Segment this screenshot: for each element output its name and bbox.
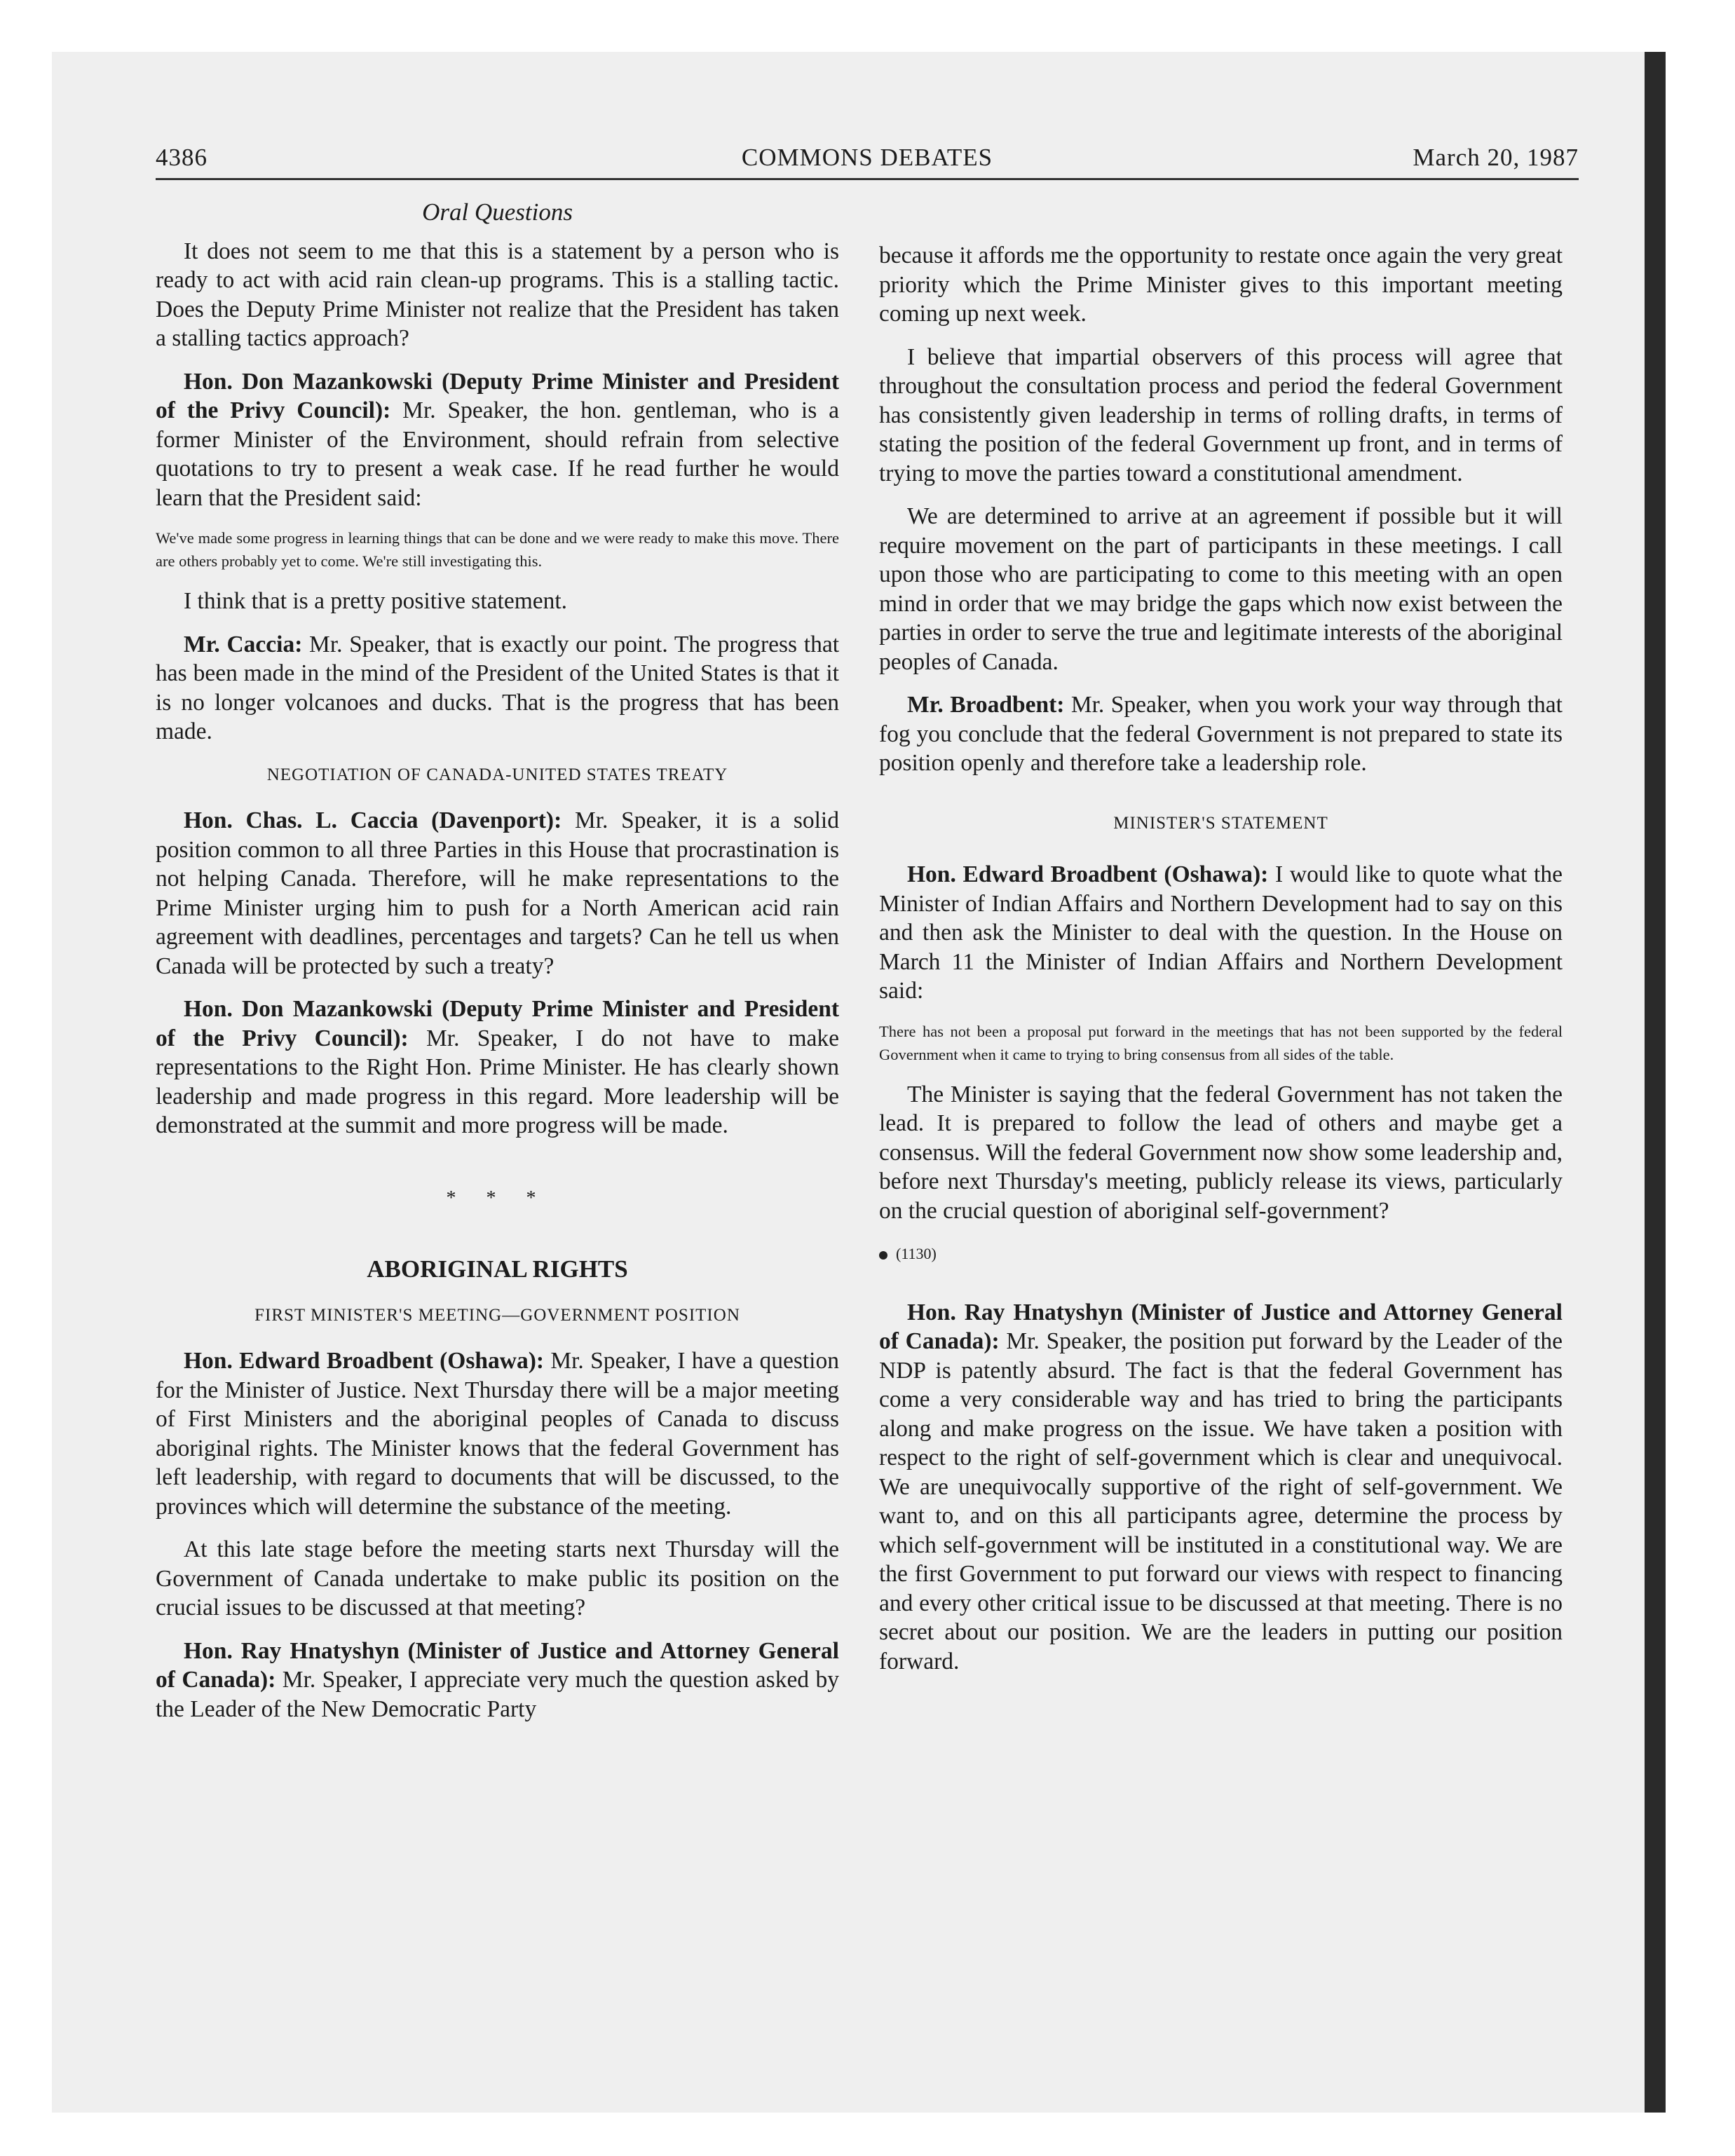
paragraph <box>879 1298 1563 1677</box>
paragraph: The Minister is saying that the federal Government has not taken the lead. It is prepared to follow the lead of others and maybe get a consensus. Will the federal Government now show some leadership and, before next Thursday's meeting, publicly release its views, particularly on the crucial question of aboriginal self-government? <box>879 1081 1563 1224</box>
speaker-name: Hon. Edward Broadbent (Oshawa): <box>184 1348 545 1374</box>
left-column <box>156 198 839 1738</box>
paragraph: It does not seem to me that this is a statement by a person who is ready to act with acid rain clean-up programs. This is a stalling tactic. Does the Deputy Prime Minister not realize that the President has taken a stalling tactics approach? <box>156 238 839 351</box>
page-header <box>156 144 1579 183</box>
speaker-name: Hon. Ray Hnatyshyn (Minister of Justice and Attorney General of Canada): <box>879 1299 1563 1354</box>
speaker-name: Hon. Don Mazankowski (Deputy Prime Minister and President of the Privy Council): <box>156 368 839 423</box>
paragraph: At this late stage before the meeting starts next Thursday will the Government of Canada undertake to make public its position on the crucial issues to be discussed at that meeting? <box>156 1536 839 1621</box>
speech-text: Mr. Speaker, the hon. gentleman, who is a former Minister of the Environment, should refrain from selective quotations to try to present a weak case. If he read further he would learn that the President said: <box>156 397 840 511</box>
paragraph: We are determined to arrive at an agreement if possible but it will require movement on the part of participants in these meetings. I call upon those who are participating to come to this meeting with an open mind in order that we may bridge the gaps which now exist between the parties in order to serve the true and legitimate interests of the aboriginal peoples of Canada. <box>879 503 1563 675</box>
speaker-name: Mr. Caccia: <box>184 631 303 657</box>
speech-text: Mr. Speaker, I have a question for the Minister of Justice. Next Thursday there will be a major meeting of First Ministers and the aboriginal peoples of Canada to discuss aboriginal rights. The Minister knows that the federal Government has left leadership, with regard to documents that will be discussed, to the provinces which will determine the substance of the meeting. <box>156 1348 839 1520</box>
subheading: FIRST MINISTER'S MEETING—GOVERNMENT POSITION <box>254 1305 740 1325</box>
paragraph <box>156 630 839 746</box>
block-quote: There has not been a proposal put forward in the meetings that has not been supported by the federal Government when it came to trying to bring consensus from all sides of the table. <box>879 1022 1563 1063</box>
speech-text: Mr. Speaker, it is a solid position common to all three Parties in this House that procrastination is not helping Canada. Therefore, will he make representations to the Prime Minister urging him to push for a North American acid rain agreement with deadlines, percentages and targets? Can he tell us when Canada will be protected by such a treaty? <box>156 807 839 979</box>
paragraph <box>879 860 1563 1006</box>
block-quote: We've made some progress in learning things that can be done and we were ready to make this move. There are others probably yet to come. We're still investigating this. <box>156 529 839 570</box>
paragraph <box>156 995 839 1140</box>
speech-text: I would like to quote what the Minister of Indian Affairs and Northern Development had to say on this and then ask the Minister to deal with the question. In the House on March 11 the Minister of Indian Affairs and Northern Development said: <box>879 861 1563 1004</box>
speech-text: Mr. Speaker, that is exactly our point. The progress that has been made in the mind of the President of the United States is that it is no longer volcanoes and ducks. That is the progress that has been made. <box>156 631 839 744</box>
speech-text: Mr. Speaker, when you work your way through that fog you conclude that the federal Government is not prepared to state its position openly and therefore take a leadership role. <box>879 692 1563 776</box>
paragraph <box>156 367 839 513</box>
paragraph: because it affords me the opportunity to restate once again the very great priority which the Prime Minister gives to this important meeting coming up next week. <box>879 243 1563 327</box>
publication-title: COMMONS DEBATES <box>741 144 993 171</box>
paragraph <box>156 806 839 981</box>
subheading: NEGOTIATION OF CANADA-UNITED STATES TREATY <box>266 765 728 784</box>
page-number: 4386 <box>156 144 207 171</box>
speaker-name: Mr. Broadbent: <box>907 692 1065 718</box>
subheading: MINISTER'S STATEMENT <box>1113 813 1328 833</box>
paragraph: I believe that impartial observers of this process will agree that throughout the consultation process and period the federal Government has consistently given leadership in terms of rolling drafts, in terms of stating the position of the federal Government up front, and in terms of trying to move the parties toward a constitutional amendment. <box>879 343 1563 486</box>
right-column <box>879 241 1563 1690</box>
paragraph <box>879 690 1563 778</box>
paragraph: I think that is a pretty positive statement. <box>184 588 568 614</box>
paragraph <box>156 1637 839 1724</box>
speech-text: Mr. Speaker, the position put forward by the Leader of the NDP is patently absurd. The fact is that the federal Government has come a very considerable way and has tried to bring the participants along and make progress on the issue. We have taken a position with respect to the right of self-government which is clear and unequivocal. We are unequivocally supportive of the right of self-government. We want to, and on this all participants agree, determine the process by which self-government will be instituted in a constitutional way. We are the first Government to put forward our views with respect to financing and every other critical issue to be discussed at that meeting. There is no secret about our position. We are the leaders in putting our position forward. <box>879 1328 1563 1674</box>
header-rule <box>156 178 1579 180</box>
section-heading: ABORIGINAL RIGHTS <box>367 1255 628 1283</box>
speaker-name: Hon. Edward Broadbent (Oshawa): <box>907 861 1269 887</box>
speech-text: Mr. Speaker, I appreciate very much the question asked by the Leader of the New Democratic Party <box>156 1667 839 1722</box>
section-title: Oral Questions <box>422 198 573 226</box>
paragraph <box>156 1346 839 1521</box>
speech-text: Mr. Speaker, I do not have to make representations to the Right Hon. Prime Minister. He has clearly shown leadership and made progress in this regard. More leadership will be demonstrated at the summit and more progress will be made. <box>156 1025 840 1138</box>
bullet-icon <box>879 1251 887 1260</box>
time-stamp: (1130) <box>896 1245 937 1262</box>
time-marker <box>879 1239 1563 1269</box>
binding-edge <box>1645 52 1666 2113</box>
section-separator: * * * <box>446 1187 549 1209</box>
speaker-name: Hon. Chas. L. Caccia (Davenport): <box>184 807 562 833</box>
speaker-name: Hon. Ray Hnatyshyn (Minister of Justice and Attorney General of Canada): <box>156 1637 839 1693</box>
page-date: March 20, 1987 <box>1413 144 1579 171</box>
speaker-name: Hon. Don Mazankowski (Deputy Prime Minister and President of the Privy Council): <box>156 996 839 1051</box>
